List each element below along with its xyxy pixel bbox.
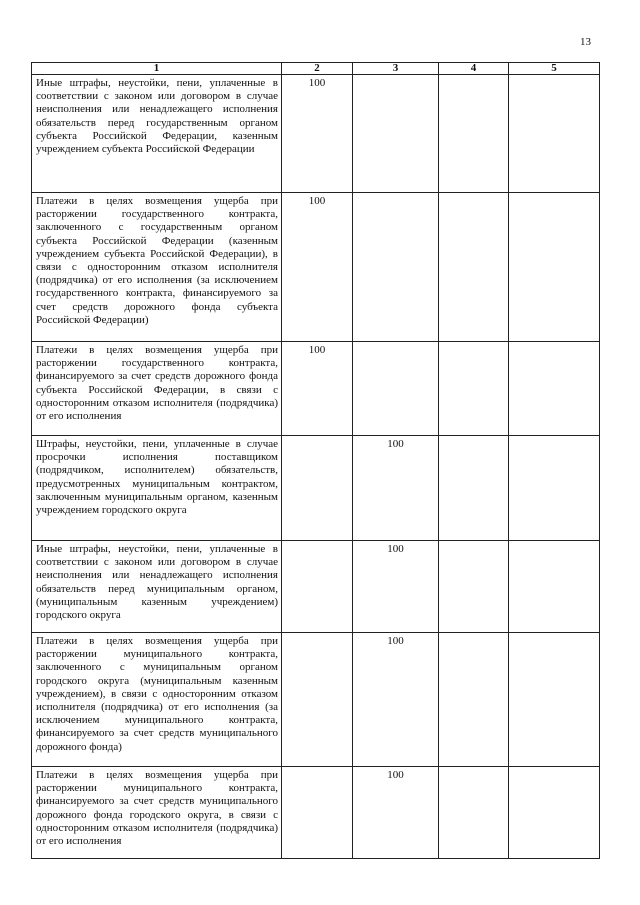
table-row <box>32 633 600 767</box>
cell-col5 <box>509 633 600 767</box>
cell-col4 <box>439 767 509 859</box>
cell-col2: 100 <box>282 75 353 193</box>
cell-col4 <box>439 633 509 767</box>
cell-col3 <box>353 75 439 193</box>
cell-col2 <box>282 541 353 633</box>
column-header-3: 3 <box>353 63 439 75</box>
table-row <box>32 342 600 436</box>
table-row <box>32 767 600 859</box>
column-header-4: 4 <box>439 63 509 75</box>
cell-col5 <box>509 193 600 342</box>
header-row <box>32 63 600 75</box>
cell-col4 <box>439 193 509 342</box>
cell-col5 <box>509 342 600 436</box>
cell-col4 <box>439 342 509 436</box>
table-row <box>32 193 600 342</box>
column-header-1: 1 <box>32 63 282 75</box>
cell-col5 <box>509 541 600 633</box>
table-row <box>32 541 600 633</box>
row-description: Платежи в целях возмещения ущерба при расторжении государственного контракта, заключенного с государственным органом субъекта Российской Федерации (казенным учреждением субъекта Российской Федерации), в связи с односторонним отказом исполнителя (подрядчика) от его исполнения (за исключением государственного контракта, финансируемого за счет средств дорожного фонда субъекта Российской Федерации) <box>32 193 282 342</box>
cell-col5 <box>509 767 600 859</box>
cell-col2: 100 <box>282 342 353 436</box>
column-header-2: 2 <box>282 63 353 75</box>
cell-col4 <box>439 541 509 633</box>
row-description: Платежи в целях возмещения ущерба при расторжении муниципального контракта, заключенного с муниципальным органом городского округа (муниципальным казенным учреждением), в связи с односторонним отказом исполнителя (подрядчика) от его исполнения (за исключением муниципального контракта, финансируемого за счет средств муниципального дорожного фонда) <box>32 633 282 767</box>
cell-col3: 100 <box>353 541 439 633</box>
row-description: Платежи в целях возмещения ущерба при расторжении муниципального контракта, финансируемого за счет средств муниципального дорожного фонда городского округа, в связи с односторонним отказом исполнителя (подрядчика) от его исполнения <box>32 767 282 859</box>
cell-col3 <box>353 193 439 342</box>
cell-col4 <box>439 75 509 193</box>
cell-col3: 100 <box>353 633 439 767</box>
cell-col2 <box>282 633 353 767</box>
row-description: Платежи в целях возмещения ущерба при расторжении государственного контракта, финансируемого за счет средств дорожного фонда субъекта Российской Федерации, в связи с односторонним отказом исполнителя (подрядчика) от его исполнения <box>32 342 282 436</box>
cell-col5 <box>509 75 600 193</box>
cell-col4 <box>439 436 509 541</box>
table-row <box>32 75 600 193</box>
cell-col3 <box>353 342 439 436</box>
cell-col3: 100 <box>353 436 439 541</box>
column-header-5: 5 <box>509 63 600 75</box>
cell-col3: 100 <box>353 767 439 859</box>
row-description: Иные штрафы, неустойки, пени, уплаченные в соответствии с законом или договором в случае неисполнения или ненадлежащего исполнения обязательств перед государственным органом субъекта Российской Федерации, казенным учреждением субъекта Российской Федерации <box>32 75 282 193</box>
row-description: Иные штрафы, неустойки, пени, уплаченные в соответствии с законом или договором в случае неисполнения или ненадлежащего исполнения обязательств перед муниципальным органом, (муниципальным казенным учреждением) городского округа <box>32 541 282 633</box>
cell-col2: 100 <box>282 193 353 342</box>
row-description: Штрафы, неустойки, пени, уплаченные в случае просрочки исполнения поставщиком (подрядчиком, исполнителем) обязательств, предусмотренных муниципальным контрактом, заключенным муниципальным органом, казенным учреждением городского округа <box>32 436 282 541</box>
cell-col5 <box>509 436 600 541</box>
cell-col2 <box>282 436 353 541</box>
page-number: 13 <box>580 36 591 48</box>
budget-table <box>31 62 600 859</box>
cell-col2 <box>282 767 353 859</box>
table-row <box>32 436 600 541</box>
